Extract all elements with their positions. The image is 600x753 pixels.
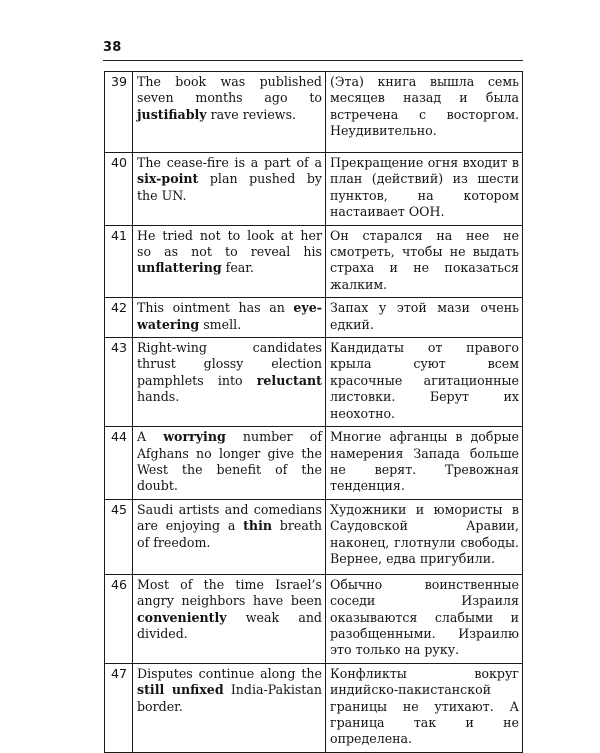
sentence-part: Saudi artists and comedians are enjoying a [137, 501, 322, 534]
row-number: 46 [105, 574, 133, 663]
row-number: 44 [105, 427, 133, 500]
row-number: 47 [105, 663, 133, 752]
highlighted-term: still unfixed [137, 682, 224, 698]
english-sentence [133, 338, 326, 427]
russian-translation: Многие афганцы в добрые намерения Запада больше не верят. Тревожная тенденция. [326, 427, 523, 500]
sentence-part: Disputes continue along the [137, 665, 322, 681]
russian-translation: Он старался на нее не смотреть, чтобы не выдать страха и не показаться жалким. [326, 225, 523, 298]
english-sentence [133, 298, 326, 338]
sentence-part: The cease-fire is a part of a [137, 155, 322, 170]
translation-table [104, 71, 523, 753]
table-row [105, 338, 523, 427]
sentence-part: The book was published seven months ago to [137, 74, 322, 106]
sentence-part: Right-wing candidates thrust glossy election pamphlets into [137, 340, 322, 388]
sentence-part: India-Pakistan border. [137, 682, 322, 714]
highlighted-term: worrying [163, 429, 226, 445]
russian-translation: Запах у этой мази очень едкий. [326, 298, 523, 338]
sentence-part: hands. [137, 389, 180, 405]
russian-translation: Художники и юмористы в Саудовской Аравии, наконец, глотнули свободы. Вернее, едва пригубили. [326, 499, 523, 574]
sentence-part: breath of freedom. [137, 518, 322, 550]
english-sentence [133, 427, 326, 500]
highlighted-term: eye-watering [137, 300, 322, 332]
table-row [105, 72, 523, 153]
sentence-part: smell. [199, 316, 242, 332]
table-row [105, 663, 523, 752]
sentence-part: plan pushed by the UN. [137, 171, 322, 203]
sentence-part: fear. [221, 260, 254, 276]
row-number: 45 [105, 499, 133, 574]
english-sentence [133, 574, 326, 663]
sentence-part: number of Afghans no longer give the West the benefit of the doubt. [137, 429, 322, 494]
sentence-part: weak and divided. [137, 609, 322, 641]
highlighted-term: reluctant [256, 372, 322, 388]
table-row [105, 153, 523, 226]
table-row [105, 499, 523, 574]
english-sentence [133, 72, 326, 153]
russian-translation: Кандидаты от правого крыла суют всем красочные агитационные листовки. Берут их неохотно. [326, 338, 523, 427]
russian-translation: Конфликты вокруг индийско-пакистанской границы не утихают. А граница так и не определена. [326, 663, 523, 752]
table-row [105, 574, 523, 663]
english-sentence [133, 225, 326, 298]
russian-translation: Обычно воинственные соседи Израиля оказываются слабыми и разобщенными. Израилю это только на руку. [326, 574, 523, 663]
highlighted-term: thin [243, 518, 273, 534]
english-sentence [133, 663, 326, 752]
page-number: 38 [103, 40, 122, 55]
sentence-part: rave reviews. [206, 106, 297, 122]
english-sentence [133, 499, 326, 574]
row-number: 43 [105, 338, 133, 427]
row-number: 42 [105, 298, 133, 338]
header-rule [103, 60, 523, 61]
highlighted-term: six-point [137, 171, 199, 187]
row-number: 41 [105, 225, 133, 298]
sentence-part: This ointment has an [137, 300, 294, 316]
sentence-part: Most of the time Israel’s angry neighbors have been [137, 576, 322, 609]
highlighted-term: unflattering [137, 260, 222, 276]
sentence-part: He tried not to look at her so as not to reveal his [137, 227, 322, 260]
russian-translation: Прекращение огня входит в план (действий) из шести пунктов, на котором настаивает ООН. [326, 153, 523, 226]
english-sentence [133, 153, 326, 226]
russian-translation: (Эта) книга вышла семь месяцев назад и была встречена с восторгом. Неудивительно. [326, 72, 523, 153]
table-row [105, 298, 523, 338]
table-row [105, 427, 523, 500]
row-number: 39 [105, 72, 133, 153]
highlighted-term: conveniently [137, 609, 227, 625]
sentence-part: A [137, 429, 164, 445]
table-row [105, 225, 523, 298]
highlighted-term: justifiably [137, 106, 207, 122]
row-number: 40 [105, 153, 133, 226]
